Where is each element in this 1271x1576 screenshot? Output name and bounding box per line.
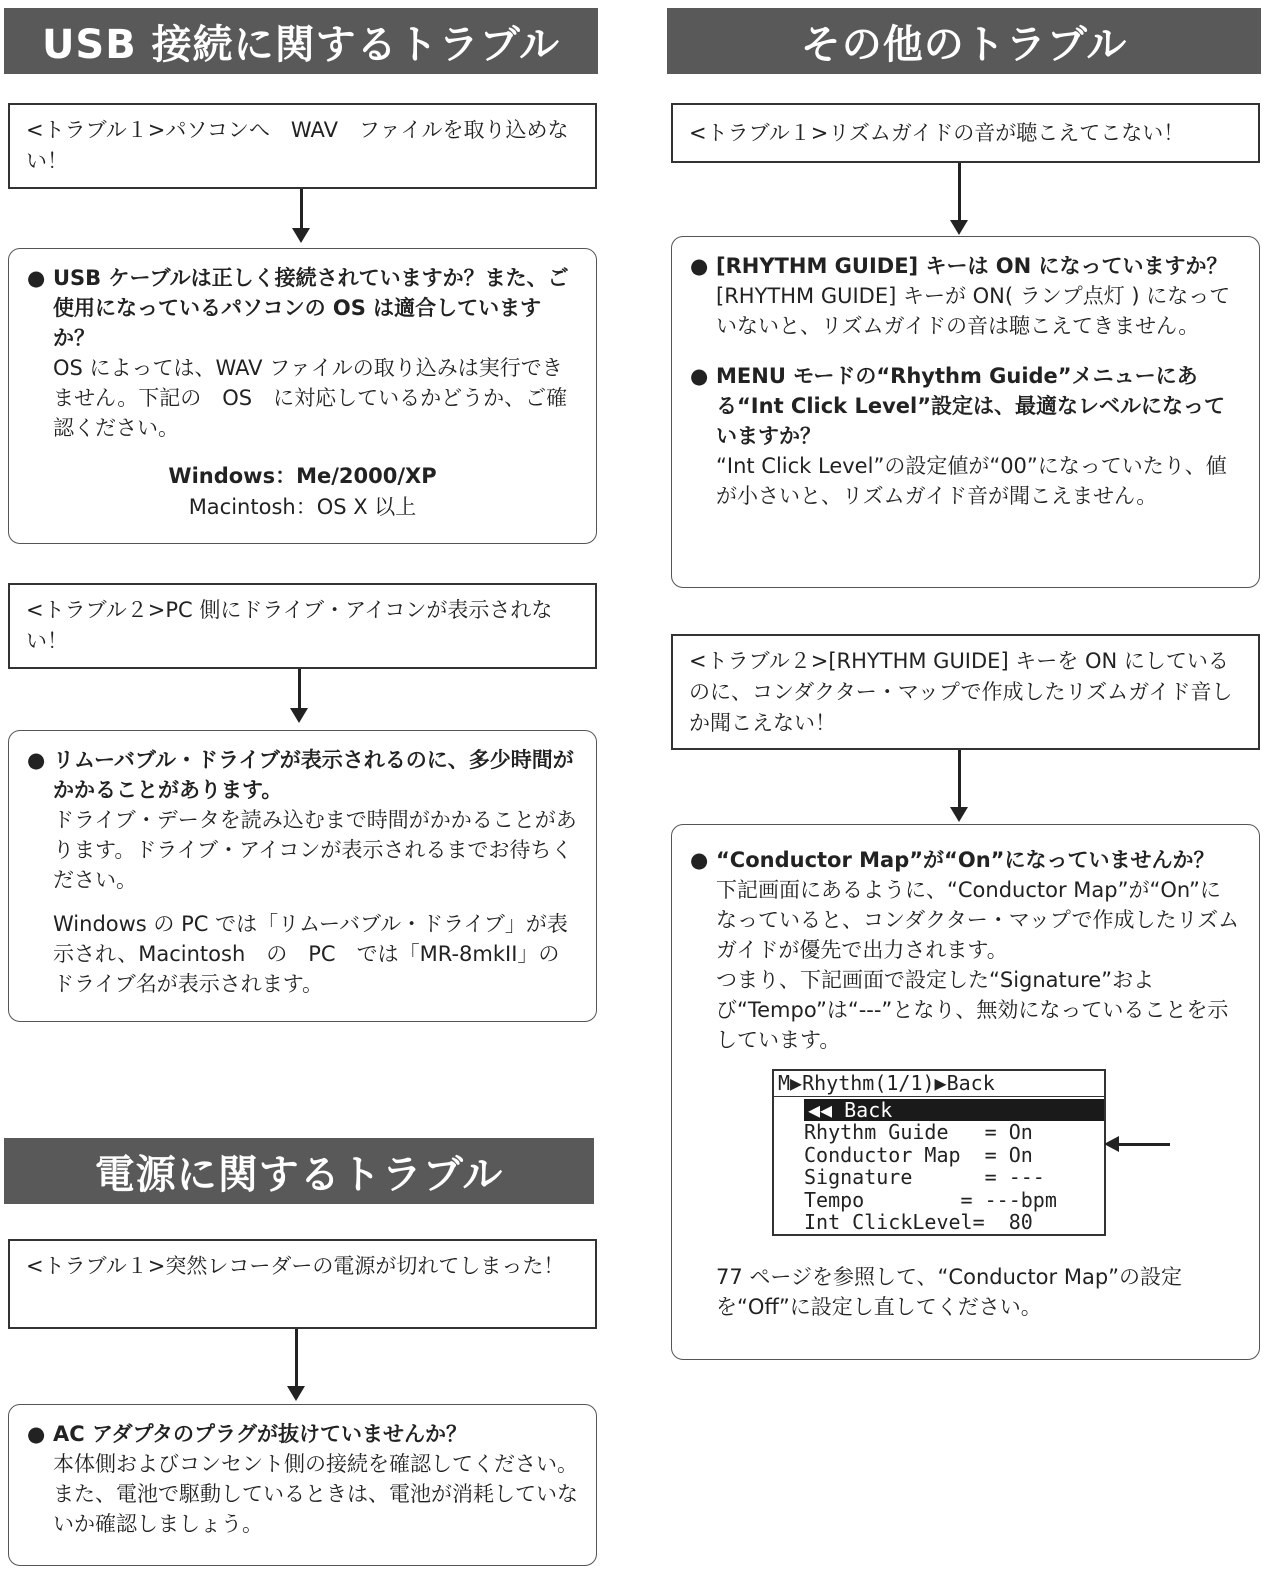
lcd-header: M▶Rhythm(1/1)▶Back: [774, 1071, 1104, 1097]
lcd-row: Tempo = ---bpm: [804, 1187, 1057, 1212]
answer-body: [RHYTHM GUIDE] キーが ON( ランプ点灯 ) になっていないと、リズムガイドの音は聴こえてきません。: [716, 284, 1231, 338]
other-trouble1-answer: [671, 236, 1260, 588]
lcd-row: Conductor Map = On: [804, 1142, 1033, 1167]
flow-arrow: [298, 669, 301, 709]
os-windows: Windows：Me/2000/XP: [168, 464, 437, 488]
usb-trouble2-answer: [8, 730, 597, 1022]
other-trouble2-answer: [671, 824, 1260, 1360]
answer-body: OS によっては、WAV ファイルの取り込みは実行できません。下記の OS に対応しているかどうか、ご確認ください。: [53, 356, 568, 440]
usb-trouble2-question: <トラブル２>PC 側にドライブ・アイコンが表示されない！: [8, 583, 597, 669]
power-section-header: 電源に関するトラブル: [4, 1138, 594, 1204]
lcd-selected-row: ◀◀ Back: [804, 1099, 1104, 1122]
other-section-header: その他のトラブル: [667, 8, 1261, 74]
lcd-row: Rhythm Guide = On: [804, 1120, 1033, 1144]
pointer-arrow-icon: [1118, 1143, 1170, 1146]
lcd-row: Int ClickLevel= 80: [804, 1210, 1033, 1234]
other-trouble1-question: <トラブル１>リズムガイドの音が聴こえてこない！: [671, 103, 1260, 163]
answer-footer: 77 ページを参照して、“Conductor Map”の設定を“Off”に設定し直してください。: [716, 1264, 1183, 1319]
answer-body: ドライブ・データを読み込むまで時間がかかることがあります。ドライブ・アイコンが表示されるまでお待ちください。: [53, 808, 577, 892]
answer-question: リムーバブル・ドライブが表示されるのに、多少時間がかかることがあります。: [53, 748, 574, 802]
flow-arrow: [300, 189, 303, 229]
bullet-icon: ●: [27, 1422, 46, 1446]
power-trouble1-question: <トラブル１>突然レコーダーの電源が切れてしまった！: [8, 1239, 597, 1329]
flow-arrow: [958, 163, 961, 221]
answer-body: 本体側およびコンセント側の接続を確認してください。また、電池で駆動しているときは、電池が消耗していないか確認しましょう。: [53, 1452, 578, 1536]
other-trouble2-question: <トラブル２>[RHYTHM GUIDE] キーを ON にしているのに、コンダクター・マップで作成したリズムガイド音しか聞こえない！: [671, 634, 1260, 750]
bullet-icon: ●: [27, 266, 46, 290]
answer-question: “Conductor Map”が“On”になっていませんか？: [716, 848, 1215, 872]
answer-question: AC アダプタのプラグが抜けていませんか？: [53, 1422, 468, 1446]
answer-body: つまり、下記画面で設定した“Signature”および“Tempo”は“---”となり、無効になっていることを示しています。: [716, 968, 1229, 1052]
flow-arrow: [295, 1329, 298, 1387]
os-requirements: [27, 461, 578, 523]
lcd-row: Signature = ---: [804, 1165, 1045, 1189]
bullet-icon: ●: [690, 254, 709, 278]
bullet-icon: ●: [27, 748, 46, 772]
usb-section-header: USB 接続に関するトラブル: [4, 8, 598, 74]
answer-body: 下記画面にあるように、“Conductor Map”が“On”になっていると、コンダクター・マップで作成したリズムガイドが優先で出力されます。: [716, 878, 1240, 962]
flow-arrow: [958, 750, 961, 808]
bullet-icon: ●: [690, 364, 709, 388]
lcd-screen: [772, 1069, 1106, 1236]
answer-body: “Int Click Level”の設定値が“00”になっていたり、値が小さいと、リズムガイド音が聞こえません。: [716, 454, 1227, 508]
answer-question: [RHYTHM GUIDE] キーは ON になっていますか？: [716, 254, 1228, 278]
answer-question: USB ケーブルは正しく接続されていますか？また、ご使用になっているパソコンの OS は適合していますか？: [53, 266, 569, 350]
answer-question: MENU モードの“Rhythm Guide”メニューにある“Int Click Level”設定は、最適なレベルになっていますか？: [716, 364, 1226, 448]
bullet-icon: ●: [690, 848, 709, 872]
os-mac: Macintosh：OS X 以上: [188, 495, 417, 519]
usb-trouble1-question: <トラブル１>パソコンへ WAV ファイルを取り込めない！: [8, 103, 597, 189]
answer-body: Windows の PC では「リムーバブル・ドライブ」が表示され、Macintosh の PC では「MR-8mkII」のドライブ名が表示されます。: [53, 912, 568, 996]
power-trouble1-answer: [8, 1404, 597, 1566]
usb-trouble1-answer: [8, 248, 597, 544]
